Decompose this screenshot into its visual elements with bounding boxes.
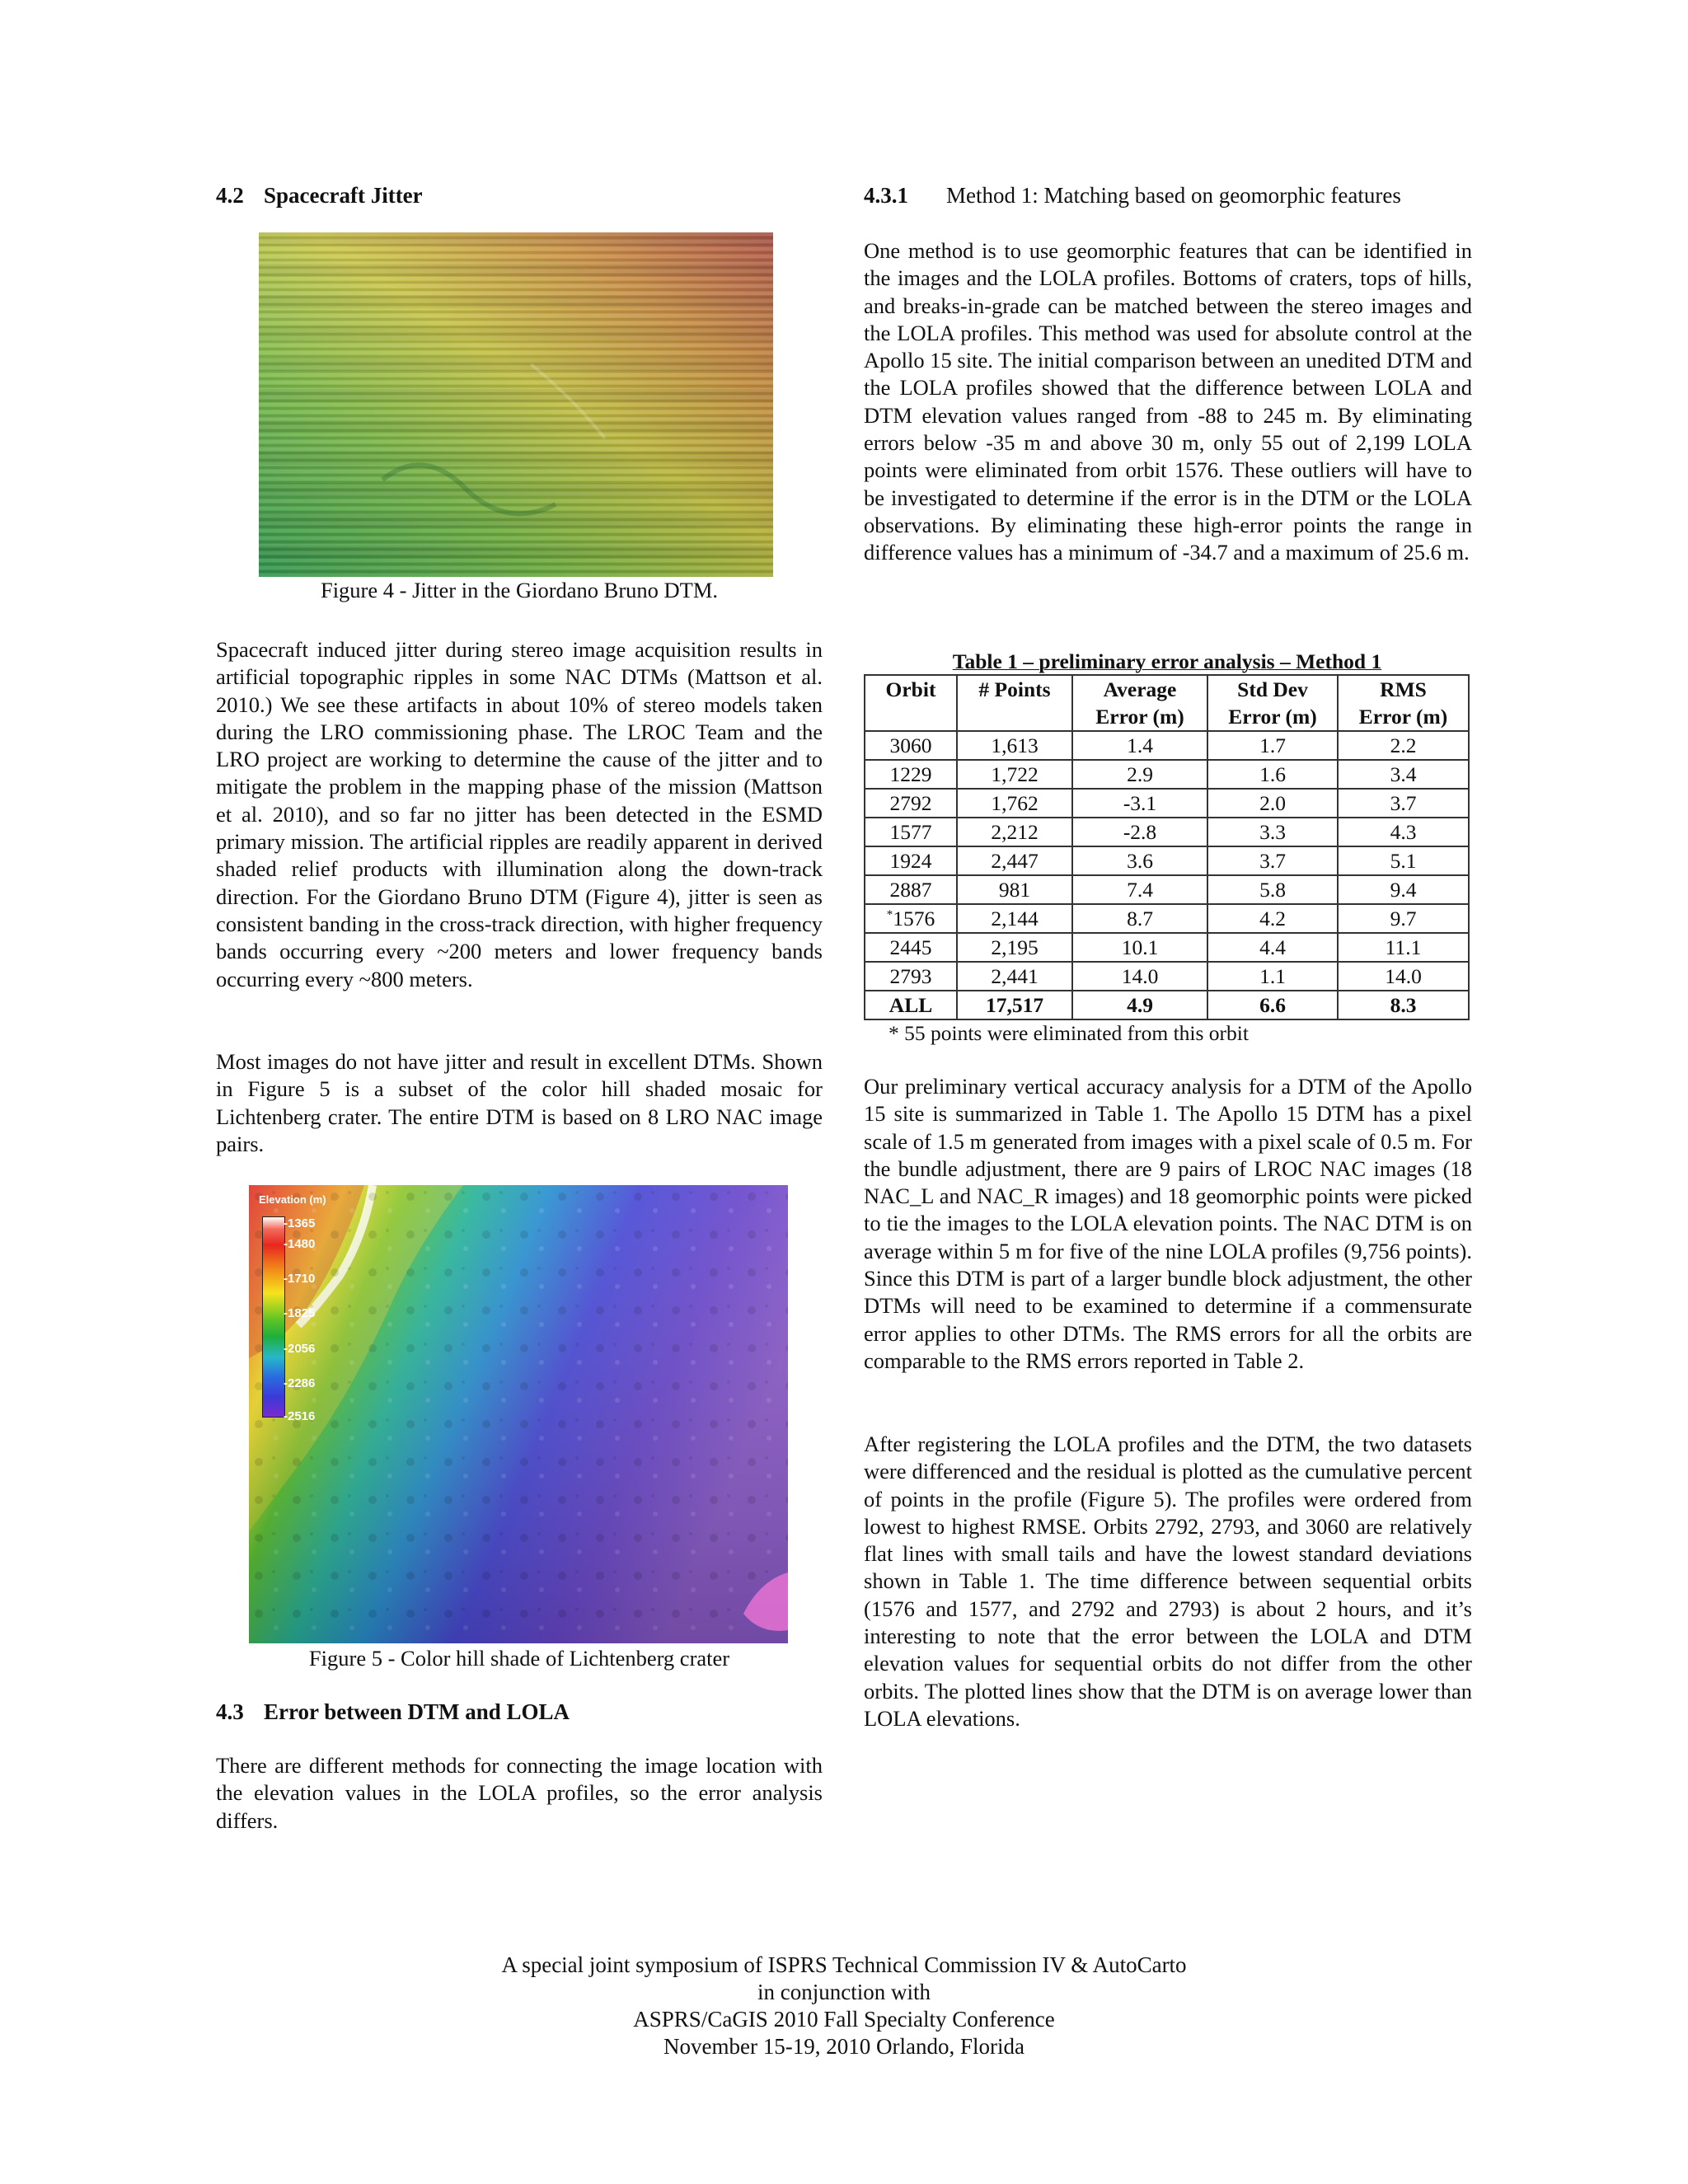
table-total-row	[865, 991, 1469, 1019]
cell-avg: 4.9	[1072, 991, 1207, 1019]
cell-rms: 8.3	[1338, 991, 1469, 1019]
table-row	[865, 760, 1469, 789]
cell-orbit: 2445	[865, 933, 957, 962]
cell-avg: 1.4	[1072, 731, 1207, 760]
cell-std: 6.6	[1207, 991, 1338, 1019]
legend-label: -1710	[284, 1272, 316, 1286]
figure-4-jitter-image	[259, 232, 773, 577]
method1-paragraph: One method is to use geomorphic features that can be identified in the images and the LOLA profiles. Bottoms of craters, tops of hills, and breaks-in-grade can be matched between the stereo images and the LOLA profiles. This method was used for absolute control at the Apollo 15 site. The initial comparison between an unedited DTM and the LOLA profiles showed that the difference between LOLA and DTM elevation values ranged from -88 to 245 m. By eliminating errors below -35 m and above 30 m, only 55 out of 2,199 LOLA points were eliminated from orbit 1576. These outliers will have to be investigated to determine if the error is in the DTM or the LOLA observations. By eliminating these high-error points the range in difference values has a minimum of -34.7 and a maximum of 25.6 m.	[864, 238, 1472, 565]
table-row	[865, 904, 1469, 933]
cell-points: 2,212	[957, 818, 1072, 846]
cell-std: 1.7	[1207, 731, 1338, 760]
cell-std: 4.4	[1207, 933, 1338, 962]
cell-orbit: ALL	[865, 991, 957, 1019]
cell-avg: 8.7	[1072, 904, 1207, 933]
table-row	[865, 818, 1469, 846]
cell-avg: 10.1	[1072, 933, 1207, 962]
cell-rms: 5.1	[1338, 846, 1469, 875]
cell-std: 1.1	[1207, 962, 1338, 991]
footer-line: in conjunction with	[757, 1980, 931, 2004]
cell-rms: 3.4	[1338, 760, 1469, 789]
section-heading-4-2: 4.2 Spacecraft Jitter	[216, 183, 423, 208]
table-row	[865, 789, 1469, 818]
conference-footer	[0, 1952, 1688, 2060]
cell-std: 5.8	[1207, 875, 1338, 904]
legend-label: -1480	[284, 1237, 316, 1251]
legend-label: -2516	[284, 1409, 316, 1423]
cell-std: 4.2	[1207, 904, 1338, 933]
cell-rms: 11.1	[1338, 933, 1469, 962]
col-header-orbit: Orbit	[865, 675, 957, 731]
footer-line: ASPRS/CaGIS 2010 Fall Specialty Conference	[633, 2007, 1055, 2032]
table-1-title: Table 1 – preliminary error analysis – Method 1	[952, 649, 1382, 673]
cell-rms: 4.3	[1338, 818, 1469, 846]
cell-orbit: 2887	[865, 875, 957, 904]
cell-avg: -3.1	[1072, 789, 1207, 818]
error-methods-paragraph: There are different methods for connecting the image location with the elevation values in the LOLA profiles, so the error analysis differs.	[216, 1753, 823, 1833]
cell-points: 981	[957, 875, 1072, 904]
jitter-paragraph: Spacecraft induced jitter during stereo image acquisition results in artificial topographic ripples in some NAC DTMs (Mattson et al. 2010.) We see these artifacts in about 10% of stereo models taken during the LRO commissioning phase. The LROC Team and the LRO project are working to determine the cause of the jitter and to mitigate the problem in the mapping phase of the mission (Mattson et al. 2010), and so far no jitter has been detected in the ESMD primary mission. The artificial ripples are readily apparent in derived shaded relief products with illumination along the down-track direction. For the Giordano Bruno DTM (Figure 4), jitter is seen as consistent banding in the cross-track direction, with higher frequency bands occurring every ~200 meters and lower frequency bands occurring every ~800 meters.	[216, 637, 823, 991]
legend-label: -1365	[284, 1216, 316, 1230]
cell-std: 2.0	[1207, 789, 1338, 818]
col-header-points: # Points	[957, 675, 1072, 731]
table-row	[865, 962, 1469, 991]
legend-label: -1825	[284, 1306, 316, 1320]
section-heading-4-3: 4.3 Error between DTM and LOLA	[216, 1699, 570, 1724]
col-header-stddev: Std Dev Error (m)	[1207, 675, 1338, 731]
section-heading-4-3-1: 4.3.1 Method 1: Matching based on geomorphic features	[864, 183, 1401, 208]
footnote-mark: *	[886, 907, 893, 921]
cell-points: 17,517	[957, 991, 1072, 1019]
right-column	[864, 181, 1472, 1731]
cell-avg: 7.4	[1072, 875, 1207, 904]
cell-points: 2,144	[957, 904, 1072, 933]
cell-orbit: *1576	[865, 904, 957, 933]
registration-paragraph: After registering the LOLA profiles and the DTM, the two datasets were differenced and the residual is plotted as the cumulative percent of points in the profile (Figure 5). The profiles were ordered from lowest to highest RMSE. Orbits 2792, 2793, and 3060 are relatively flat lines with small tails and have the lowest standard deviations shown in Table 1. The time difference between sequential orbits (1576 and 1577, and 2792 and 2793) is about 2 hours, and it’s interesting to note that the error between the LOLA and DTM elevation values for sequential orbits do not differ from the other orbits. The plotted lines show that the DTM is on average lower than LOLA elevations.	[864, 1432, 1472, 1731]
cell-std: 3.3	[1207, 818, 1338, 846]
cell-orbit: 1229	[865, 760, 957, 789]
cell-orbit: 3060	[865, 731, 957, 760]
table-row	[865, 731, 1469, 760]
figure-4-caption: Figure 4 - Jitter in the Giordano Bruno DTM.	[320, 578, 719, 602]
cell-rms: 3.7	[1338, 789, 1469, 818]
legend-label: -2286	[284, 1376, 316, 1390]
table-row	[865, 875, 1469, 904]
cell-avg: -2.8	[1072, 818, 1207, 846]
table-row	[865, 846, 1469, 875]
table-header-row	[865, 675, 1469, 731]
footer-line: A special joint symposium of ISPRS Technical Commission IV & AutoCarto	[501, 1952, 1187, 1977]
cell-rms: 9.4	[1338, 875, 1469, 904]
left-column	[216, 181, 823, 1833]
cell-points: 2,441	[957, 962, 1072, 991]
cell-avg: 14.0	[1072, 962, 1207, 991]
accuracy-paragraph: Our preliminary vertical accuracy analysis for a DTM of the Apollo 15 site is summarized in Table 1. The Apollo 15 DTM has a pixel scale of 1.5 m generated from images with a pixel scale of 0.5 m. For the bundle adjustment, there are 9 pairs of LROC NAC images (18 NAC_L and NAC_R images) and 18 geomorphic points were picked to tie the images to the LOLA elevation points. The NAC DTM is on average within 5 m for five of the nine LOLA profiles (9,756 points). Since this DTM is part of a larger bundle block adjustment, the other DTMs will need to be examined to determine if a commensurate error applies to other DTMs. The RMS errors for all the orbits are comparable to the RMS errors reported in Table 2.	[864, 1074, 1472, 1373]
cell-rms: 2.2	[1338, 731, 1469, 760]
error-table	[864, 674, 1470, 1020]
cell-rms: 14.0	[1338, 962, 1469, 991]
table-note: * 55 points were eliminated from this orbit	[889, 1021, 1249, 1045]
cell-avg: 2.9	[1072, 760, 1207, 789]
footer-line: November 15-19, 2010 Orlando, Florida	[663, 2034, 1025, 2059]
cell-orbit: 1924	[865, 846, 957, 875]
table-1	[857, 649, 1477, 1047]
cell-orbit: 1577	[865, 818, 957, 846]
cell-avg: 3.6	[1072, 846, 1207, 875]
cell-points: 1,762	[957, 789, 1072, 818]
col-header-rms: RMS Error (m)	[1338, 675, 1469, 731]
figure-5-caption: Figure 5 - Color hill shade of Lichtenberg crater	[308, 1646, 730, 1671]
legend-color-ramp	[262, 1216, 285, 1418]
cell-points: 2,195	[957, 933, 1072, 962]
legend-title: Elevation (m)	[259, 1193, 326, 1206]
table-row	[865, 933, 1469, 962]
cell-orbit: 2792	[865, 789, 957, 818]
lichtenberg-paragraph: Most images do not have jitter and result in excellent DTMs. Shown in Figure 5 is a subset of the color hill shaded mosaic for Lichtenberg crater. The entire DTM is based on 8 LRO NAC image pairs.	[216, 1049, 823, 1156]
cell-orbit: 2793	[865, 962, 957, 991]
cell-points: 2,447	[957, 846, 1072, 875]
cell-rms: 9.7	[1338, 904, 1469, 933]
legend-label: -2056	[284, 1342, 316, 1356]
cell-std: 1.6	[1207, 760, 1338, 789]
cell-points: 1,613	[957, 731, 1072, 760]
cell-std: 3.7	[1207, 846, 1338, 875]
cell-points: 1,722	[957, 760, 1072, 789]
col-header-average: Average Error (m)	[1072, 675, 1207, 731]
figure-5-color-hill-shade	[249, 1185, 788, 1643]
elevation-legend	[259, 1193, 358, 1424]
